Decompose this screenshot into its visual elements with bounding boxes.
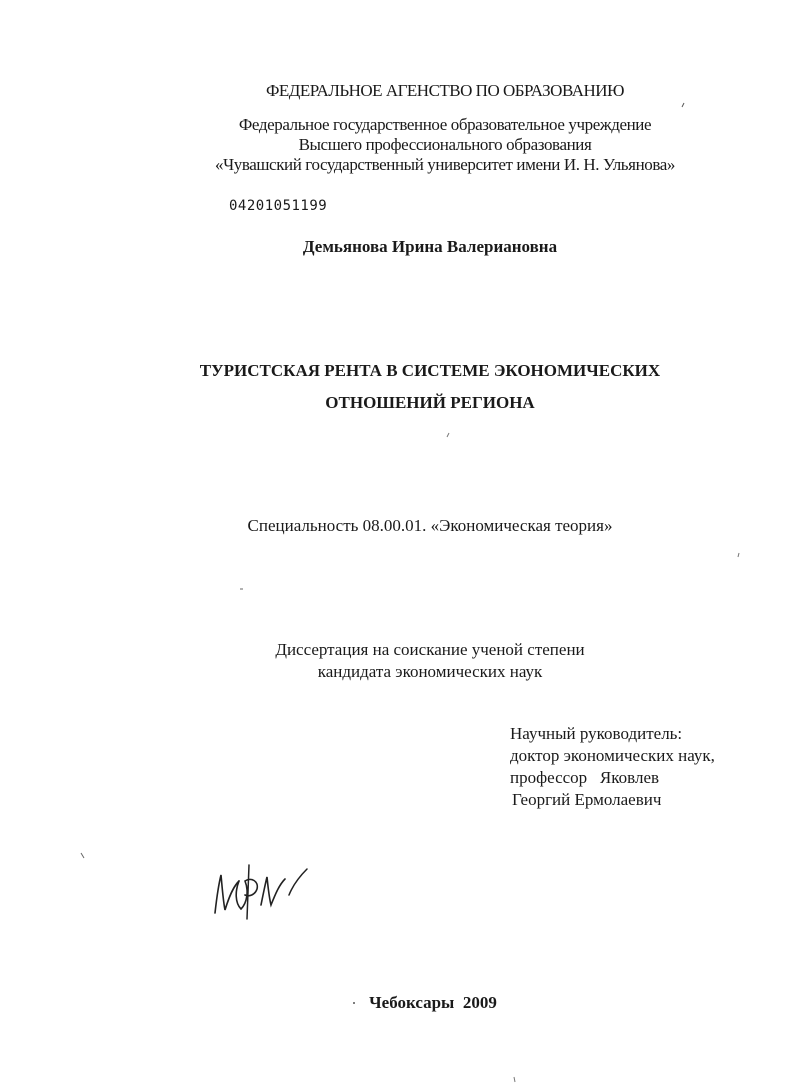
thesis-title-line-1: ТУРИСТСКАЯ РЕНТА В СИСТЕМЕ ЭКОНОМИЧЕСКИХ [199,361,661,380]
registration-code: 04201051199 [229,198,328,214]
dissertation-line-1: Диссертация на соискание ученой степени [275,640,585,659]
supervisor-given-names: Георгий Ермолаевич [512,790,662,809]
institution-line-2: Высшего профессионального образования [298,135,592,154]
author-name: Демьянова Ирина Валериановна [302,237,558,256]
city-year: Чебоксары 2009 [369,993,497,1012]
specialty: Специальность 08.00.01. «Экономическая теория» [247,516,613,535]
dissertation-line-2: кандидата экономических наук [317,662,543,681]
supervisor-label: Научный руководитель: [510,724,683,743]
thesis-title-line-2: ОТНОШЕНИЙ РЕГИОНА [325,393,535,412]
institution-line-3: «Чувашский государственный университет имени И. Н. Ульянова» [214,155,676,174]
institution-line-1: Федеральное государственное образовательное учреждение [238,115,652,134]
agency-name: ФЕДЕРАЛЬНОЕ АГЕНСТВО ПО ОБРАЗОВАНИЮ [265,81,625,100]
supervisor-degree: доктор экономических наук, [510,746,715,765]
handwritten-signature [205,855,315,925]
supervisor-title-surname: профессор Яковлев [510,768,660,787]
